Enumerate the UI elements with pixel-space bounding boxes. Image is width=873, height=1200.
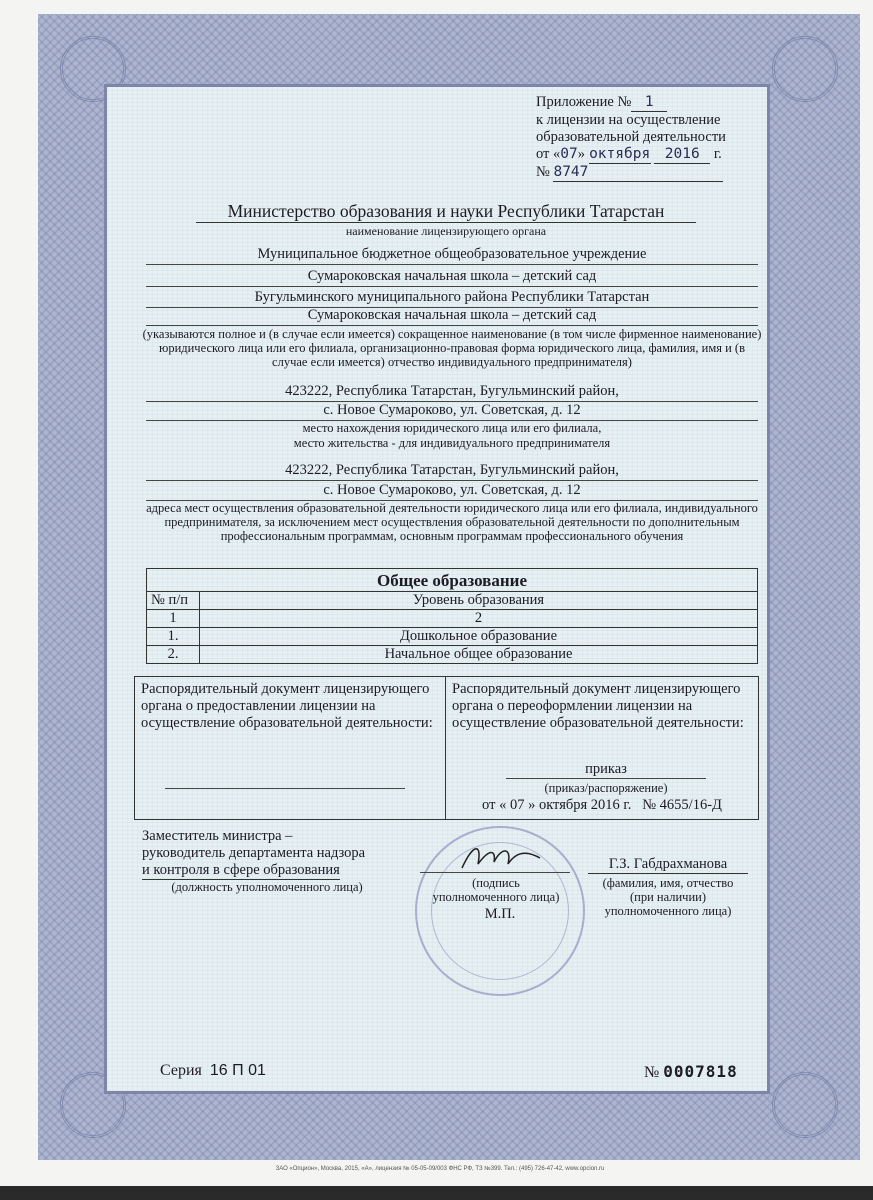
appendix-line2: образовательной деятельности [536,129,726,145]
signatory-name: Г.З. Габдрахманова [588,856,748,874]
org-line-3: Бугульминского муниципального района Республики Татарстан [146,287,758,308]
license-number: 8747 [553,164,723,182]
table-cell: 1. [147,628,200,646]
date-year-suffix: г. [713,146,722,162]
name-caption-l1: (фамилия, имя, отчество [602,876,734,890]
table-row [147,646,758,664]
org-line-4: Сумароковская начальная школа – детский сад [146,305,758,326]
grant-document-line [165,788,405,789]
location-line-2: с. Новое Сумароково, ул. Советская, д. 12 [146,400,758,421]
scan-edge [0,1186,873,1200]
appendix-block [536,94,766,182]
signature-caption [410,876,582,904]
doc-type-caption: (приказ/распоряжение) [544,781,668,795]
series-label: Серия [160,1062,202,1079]
table-cell: Дошкольное образование [200,628,758,646]
doc-type: приказ [506,761,706,779]
position-line-1: Заместитель министра – [142,828,293,844]
position-caption: (должность уполномоченного лица) [171,880,363,894]
appendix-label: Приложение № [536,94,632,110]
signature-line [420,872,570,873]
date-prefix: от « [536,146,561,162]
table-cell: 2. [147,646,200,664]
signature-caption-l2: уполномоченного лица) [432,890,560,904]
table-header: Уровень образования [200,592,758,610]
education-table-title: Общее образование [147,569,758,592]
table-row [147,592,758,610]
authority-caption: наименование лицензирующего органа [345,224,547,238]
appendix-number: 1 [631,94,667,112]
org-caption: (указываются полное и (в случае если имеется) сокращенное наименование (в том числе фирменное наименование) юридического лица или его филиала, организационно-правовая форма юридического лица, фамилия, имя и (в случае если имеется) отчество индивидуального предпринимателя) [142,327,762,369]
location-line-1: 423222, Республика Татарстан, Бугульминский район, [146,381,758,402]
table-header: № п/п [147,592,200,610]
table-cell: 1 [147,610,200,628]
form-number: 0007818 [663,1062,738,1081]
activity-line-1: 423222, Республика Татарстан, Бугульминский район, [146,460,758,481]
seal-label: М.П. [484,906,516,922]
grant-document-text: Распорядительный документ лицензирующего органа о предоставлении лицензии на осуществление образовательной деятельности: [141,681,433,731]
name-caption [584,876,752,918]
appendix-line1: к лицензии на осуществление [536,112,721,128]
reissue-document-box [445,676,759,820]
series-value: 16 П 01 [209,1062,266,1079]
signature-caption-l1: (подпись [472,876,520,890]
activity-line-2: с. Новое Сумароково, ул. Советская, д. 12 [146,480,758,501]
grant-document-box [134,676,446,820]
reissue-document-text: Распорядительный документ лицензирующего органа о переоформлении лицензии на осуществление образовательной деятельности: [452,681,744,731]
location-caption-2: место жительства - для индивидуального предпринимателя [293,436,611,450]
table-row [147,628,758,646]
form-number-label: № [644,1064,660,1081]
date-year: 2016 [654,146,710,164]
name-caption-l3: уполномоченного лица) [604,904,732,918]
form-number-block [644,1062,738,1082]
org-line-2: Сумароковская начальная школа – детский сад [146,266,758,287]
ornament-corner-icon [772,1072,838,1138]
activity-caption: адреса мест осуществления образовательной деятельности юридического лица или его филиала, индивидуального предпринимателя, за исключением мест осуществления образовательной деятельности по дополнительным профессиональным программам, основным программам профессионального обучения [146,501,758,543]
doc-reference: от « 07 » октября 2016 г. № 4655/16-Д [482,797,722,813]
series-block [160,1062,266,1080]
org-line-1: Муниципальное бюджетное общеобразовательное учреждение [146,244,758,265]
license-no-label: № [536,164,550,180]
position-line-3: и контроля в сфере образования [142,862,340,878]
position-line-2: руководитель департамента надзора [142,845,366,861]
ornament-corner-icon [772,36,838,102]
table-cell: Начальное общее образование [200,646,758,664]
date-month: октября [589,146,651,162]
signatory-position [142,828,422,894]
printer-note: ЗАО «Опцион», Москва, 2015, «А», лицензия № 05-05-09/003 ФНС РФ, ТЗ №399. Тел.: (495) 726-47-42, www.opcion.ru [275,1166,605,1172]
education-table [146,568,758,664]
date-mid: » [577,146,585,162]
date-day: 07 [560,146,578,162]
authority-name: Министерство образования и науки Республики Татарстан [196,200,696,223]
name-caption-l2: (при наличии) [629,890,707,904]
location-caption-1: место нахождения юридического лица или его филиала, [302,421,602,435]
table-cell: 2 [200,610,758,628]
table-row [147,610,758,628]
